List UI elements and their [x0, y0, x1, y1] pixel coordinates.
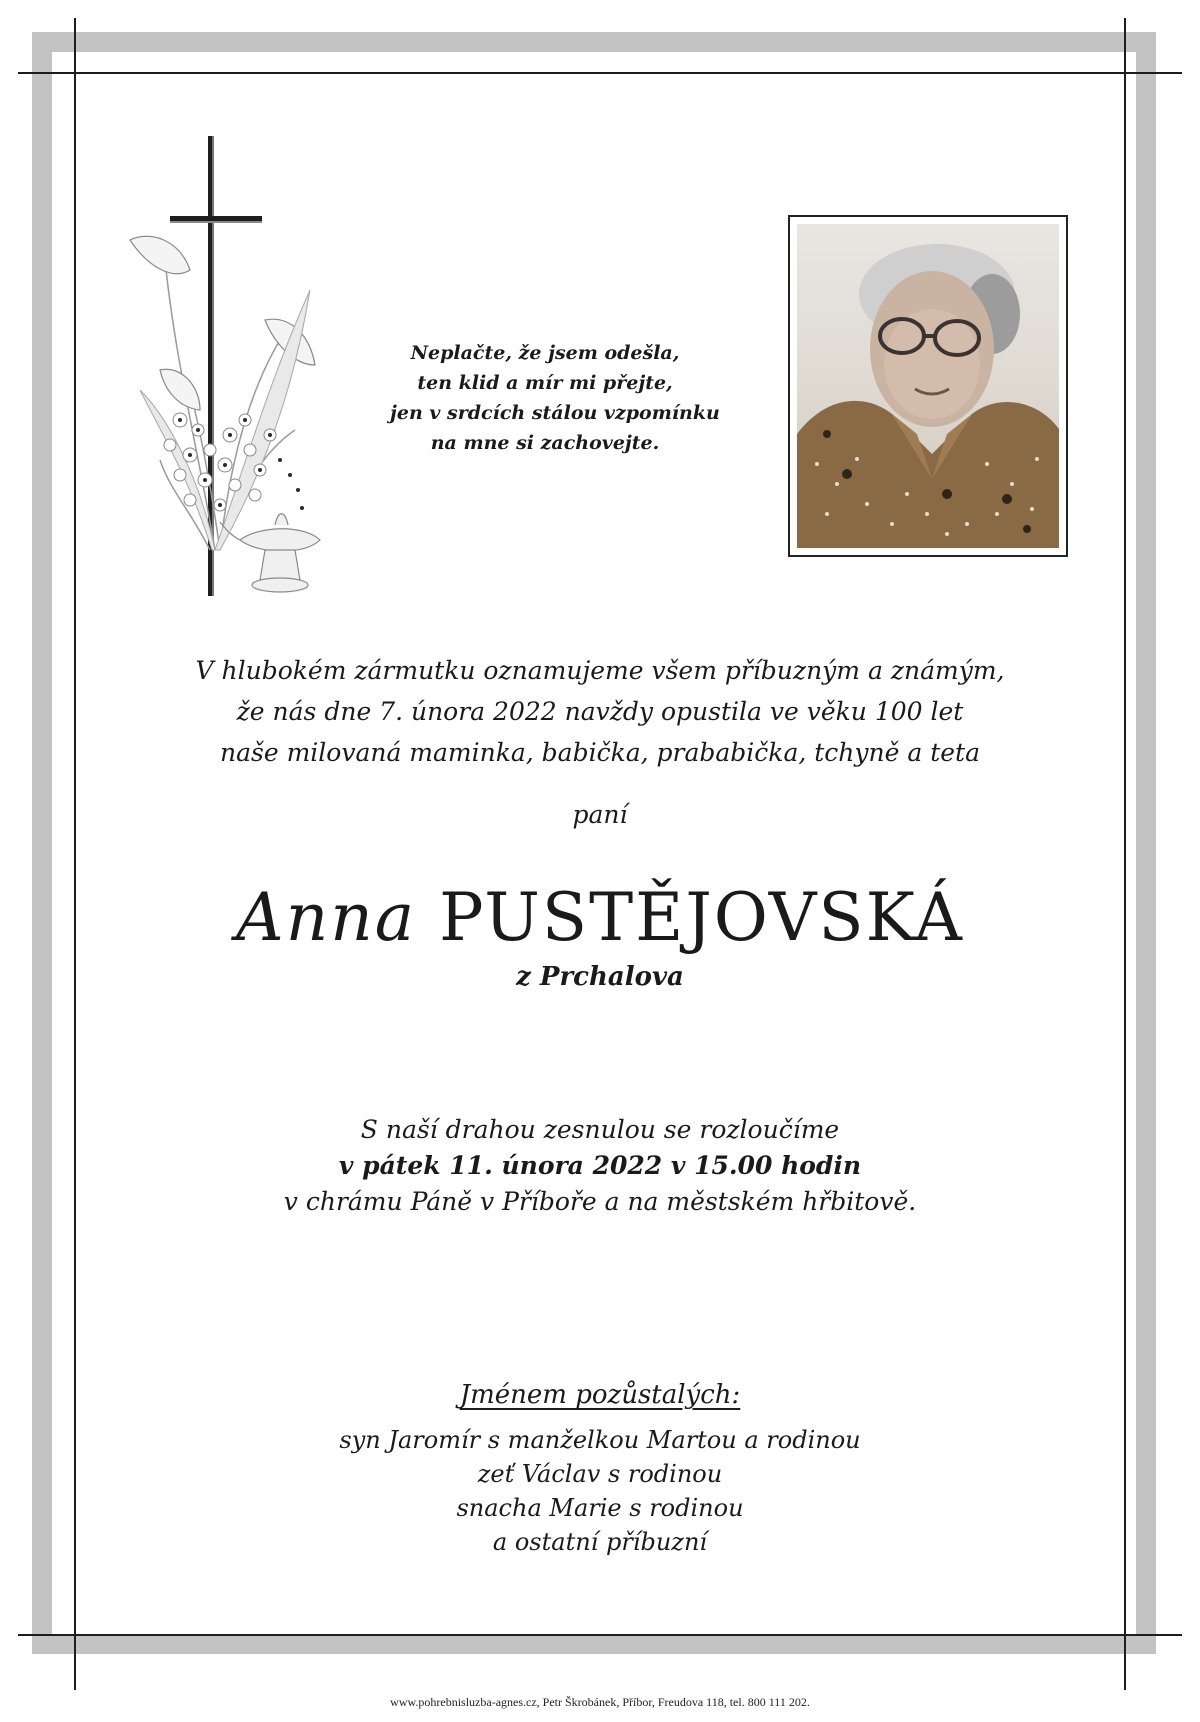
oil-lamp-icon — [220, 514, 320, 592]
family-name: PUSTĚJOVSKÁ — [439, 879, 964, 956]
title-word: paní — [572, 800, 628, 829]
memorial-verse — [390, 338, 720, 458]
verse-line: jen v srdcích stálou vzpomínku — [390, 402, 720, 424]
mourners-heading-text: Jménem pozůstalých: — [459, 1380, 741, 1410]
cross-with-calla-lilies-icon — [120, 130, 360, 610]
verse-line: na mne si zachovejte. — [430, 432, 660, 454]
deceased-name — [0, 878, 1200, 958]
verse-line: Neplačte, že jsem odešla, — [410, 342, 680, 364]
mourner-line: a ostatní příbuzní — [492, 1528, 708, 1556]
frame-line-bottom — [18, 1634, 1182, 1636]
maiden-name: z Prchalova — [516, 962, 684, 992]
announcement-line: V hlubokém zármutku oznamujeme všem příbuzným a známým, — [195, 656, 1005, 685]
frame-line-top — [18, 72, 1182, 74]
death-announcement — [0, 650, 1200, 773]
farewell-place: v chrámu Páně v Příboře a na městském hřbitově. — [283, 1187, 917, 1216]
farewell-intro: S naší drahou zesnulou se rozloučíme — [360, 1115, 840, 1144]
portrait-photo — [797, 224, 1059, 548]
farewell-details — [0, 1112, 1200, 1220]
given-name: Anna — [236, 879, 417, 956]
portrait-frame — [788, 215, 1068, 557]
funeral-service-footer: www.pohrebnisluzba-agnes.cz, Petr Škrobánek, Příbor, Freudova 118, tel. 800 111 202. — [390, 1695, 810, 1709]
mourner-line: syn Jaromír s manželkou Martou a rodinou — [339, 1426, 861, 1454]
farewell-datetime: v pátek 11. února 2022 v 15.00 hodin — [338, 1151, 862, 1180]
mourner-line: snacha Marie s rodinou — [456, 1494, 744, 1522]
mourner-line: zeť Václav s rodinou — [477, 1460, 723, 1488]
announcement-line: že nás dne 7. února 2022 navždy opustila ve věku 100 let — [236, 697, 964, 726]
announcement-line: naše milovaná maminka, babička, prababička, tchyně a teta — [220, 738, 980, 767]
verse-line: ten klid a mír mi přejte, — [417, 372, 673, 394]
mourners-list — [0, 1423, 1200, 1559]
mourners-heading — [0, 1380, 1200, 1410]
